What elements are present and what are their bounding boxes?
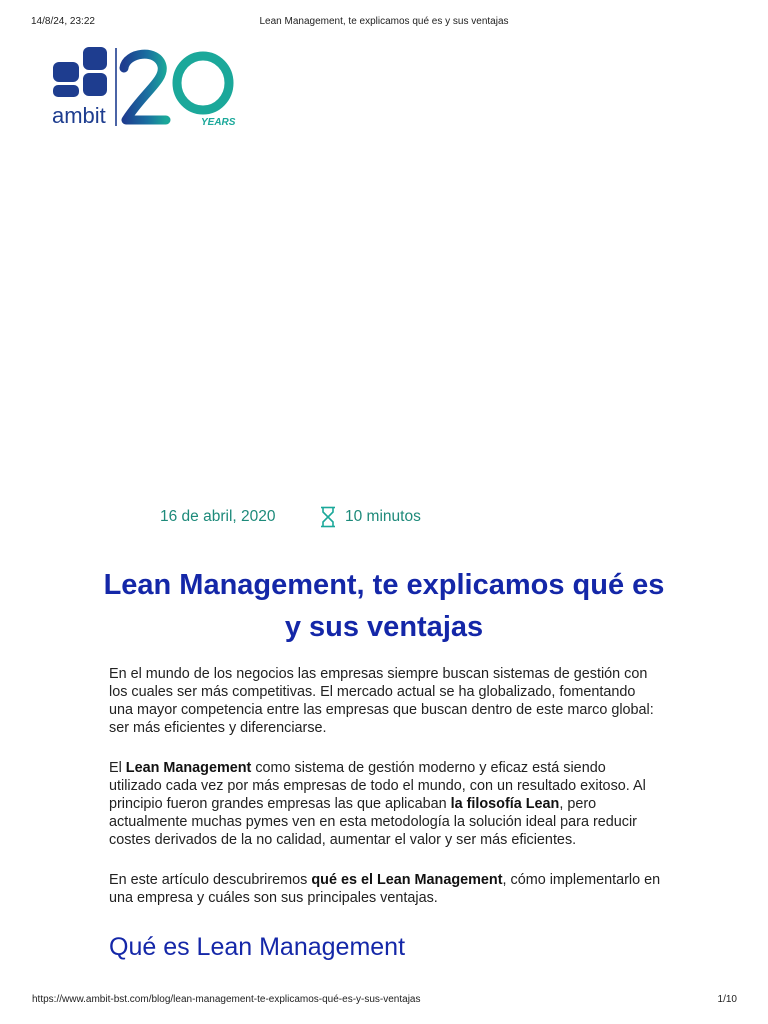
article-date: 16 de abril, 2020 — [160, 508, 276, 525]
article-paragraph — [109, 871, 661, 907]
logo-digit-two — [124, 54, 166, 120]
logo-brand-text: ambit — [52, 103, 106, 128]
article-paragraph — [109, 759, 661, 849]
logo-digit-zero — [177, 56, 229, 110]
text-run: , pero actualmente muchas pymes ven en esta metodología la solución ideal para reducir costes derivados de la no calidad, aumentar el valor y ser más eficientes. — [109, 796, 637, 848]
text-run: , cómo implementarlo en una empresa y cuáles son sus principales ventajas. — [109, 872, 661, 906]
text-run: El — [109, 760, 126, 776]
article-title: Lean Management, te explicamos qué es y sus ventajas — [103, 569, 665, 643]
logo-mark-top-right — [83, 47, 107, 70]
bold-phrase: Lean Management — [125, 760, 252, 776]
print-page-number: 1/10 — [717, 994, 737, 1005]
logo-years-text: YEARS — [201, 117, 236, 128]
hourglass-icon — [320, 506, 336, 528]
print-header — [0, 16, 768, 32]
print-datetime: 14/8/24, 23:22 — [31, 16, 95, 27]
ambit-20-years-logo[interactable] — [52, 46, 242, 128]
text-run: como sistema de gestión moderno y eficaz está siendo utilizado cada vez por más empresas de todo el mundo, con un resultado exitoso. Al principio fueron grandes empresas las que aplicaban — [109, 760, 646, 812]
logo-graphic — [52, 46, 242, 128]
print-page-title: Lean Management, te explicamos qué es y sus ventajas — [259, 16, 509, 27]
logo-mark-mid-left — [53, 62, 79, 82]
article-paragraph — [109, 665, 661, 737]
bold-phrase: la filosofía Lean — [450, 796, 560, 812]
print-footer — [0, 994, 768, 1010]
bold-phrase: qué es el Lean Management — [311, 872, 503, 888]
article-read-time: 10 minutos — [345, 508, 421, 525]
section-heading: Qué es Lean Management — [109, 933, 406, 961]
logo-mark-bottom-left — [53, 85, 79, 97]
print-url[interactable]: https://www.ambit-bst.com/blog/lean-management-te-explicamos-qué-es-y-sus-ventajas — [32, 994, 421, 1005]
logo-mark-bottom-right — [83, 73, 107, 96]
text-run: En este artículo descubriremos — [109, 872, 312, 888]
text-run: En el mundo de los negocios las empresas siempre buscan sistemas de gestión con los cuales ser más competitivas. El mercado actual se ha globalizado, fomentando una mayor competencia entre las empresas que buscan dentro de este marco global: ser más eficientes y diferenciarse. — [109, 666, 654, 736]
